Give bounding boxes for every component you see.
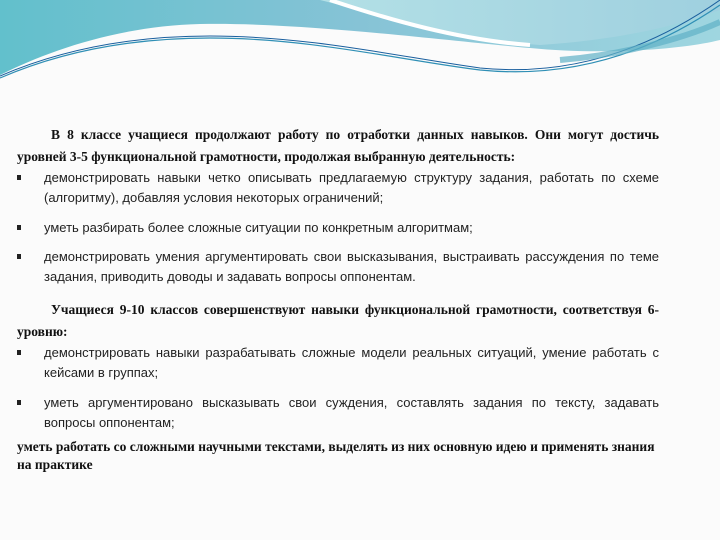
- skills-list-grades-9-10: [17, 343, 659, 433]
- intro-grades-9-10: Учащиеся 9-10 классов совершенствуют навыки функциональной грамотности, соответствуя 6- уровню:: [17, 302, 659, 339]
- list-item-text: уметь аргументировано высказывать свои суждения, составлять задания по тексту, задавать вопросы оппонентам;: [44, 395, 659, 430]
- skills-list-grade-8: [17, 168, 659, 287]
- list-item-text: демонстрировать умения аргументировать свои высказывания, выстраивать рассуждения по теме задания, приводить доводы и задавать вопросы оппонентам.: [44, 249, 659, 284]
- closing-statement: уметь работать со сложными научными текстами, выделять из них основную идею и применять знания на практике: [17, 439, 655, 472]
- list-item: [17, 218, 659, 238]
- square-bullet-icon: [17, 225, 21, 230]
- list-item: [17, 247, 659, 287]
- slide-body: [17, 124, 659, 474]
- list-item: [17, 343, 659, 383]
- intro-grade-8: В 8 классе учащиеся продолжают работу по отработки данных навыков. Они могут достичь уровней 3-5 функциональной грамотности, продолжая выбранную деятельность:: [17, 127, 659, 164]
- square-bullet-icon: [17, 175, 21, 180]
- decorative-wave-header: [0, 0, 720, 100]
- square-bullet-icon: [17, 254, 21, 259]
- list-item-text: демонстрировать навыки разрабатывать сложные модели реальных ситуаций, умение работать с кейсами в группах;: [44, 345, 659, 380]
- list-item-text: демонстрировать навыки четко описывать предлагаемую структуру задания, работать по схеме (алгоритму), добавляя условия некоторых ограничений;: [44, 170, 659, 205]
- square-bullet-icon: [17, 350, 21, 355]
- list-item: [17, 168, 659, 208]
- square-bullet-icon: [17, 400, 21, 405]
- list-item-text: уметь разбирать более сложные ситуации по конкретным алгоритмам;: [44, 220, 473, 235]
- list-item: [17, 393, 659, 433]
